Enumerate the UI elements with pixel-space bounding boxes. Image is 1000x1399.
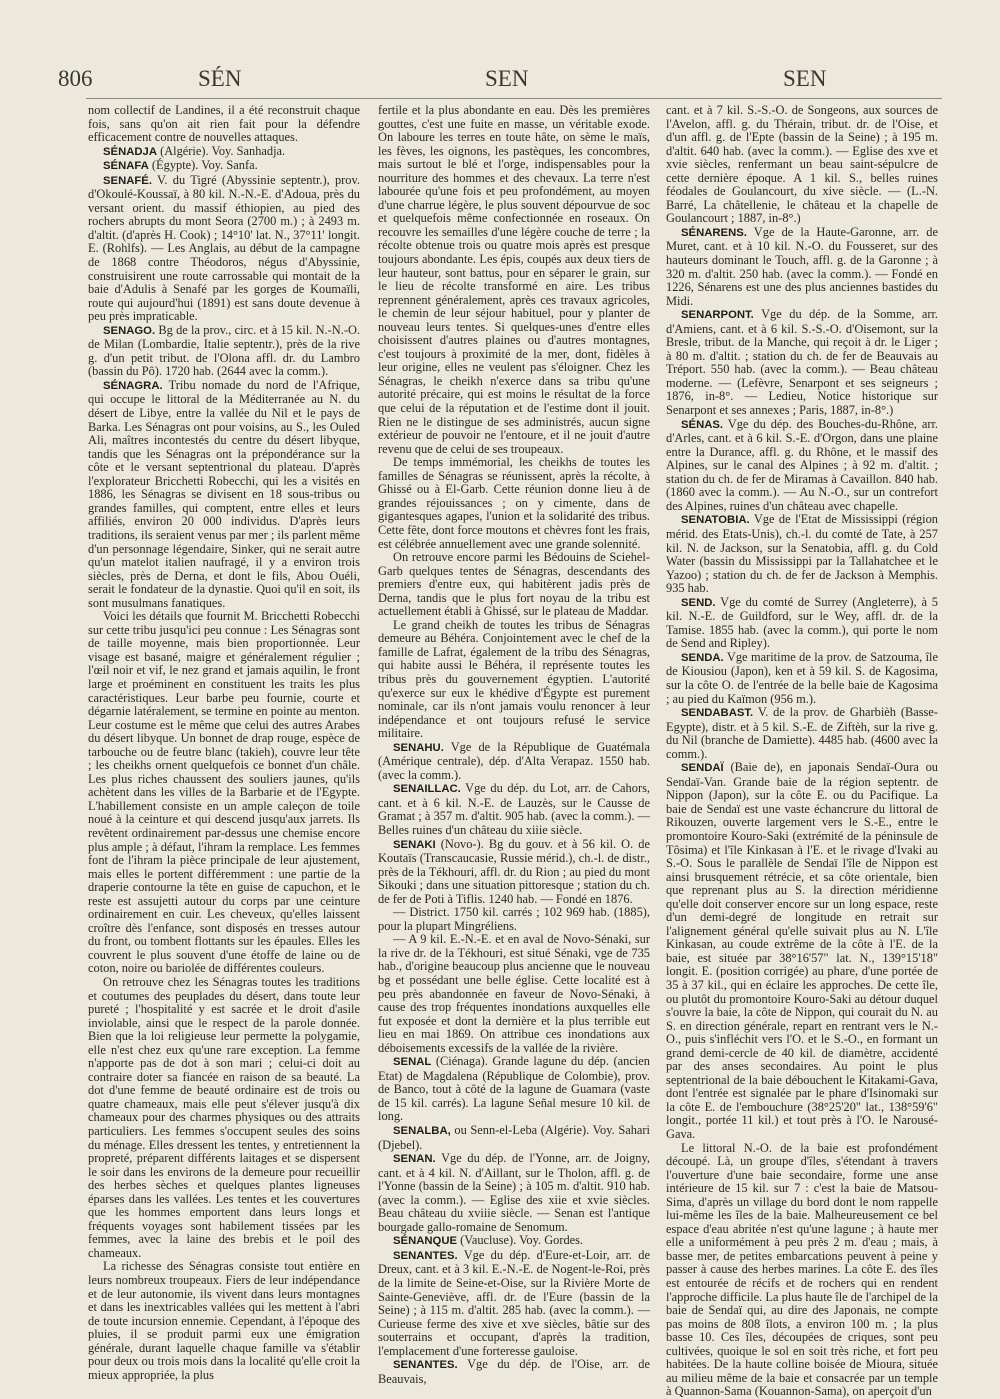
entry-body: ou Senn-el-Leba (Algérie). Voy. Sahari (Djebel). <box>378 1123 650 1152</box>
paragraph <box>378 551 650 619</box>
entry-headword: SENATOBIA. <box>681 514 750 527</box>
entry-body: Vge du dép. d'Eure-et-Loir, arr. de Dreux, cant. et à 3 kil. E.-N.-E. de Nogent-le-Roi, près de la limite de Seine-et-Oise, sur la Rivière Morte de Sainte-Geneviève, affl. dr. de l'Eure (bassin de la Seine) ; à 115 m. d'altit. 285 hab. (avec la comm.). — Curieuse ferme des xive et xve siècles, bâtie sur des souterrains et occupant, d'après la tradition, l'emplacement d'une forteresse gauloise. <box>378 1247 650 1358</box>
dictionary-entry <box>378 1249 650 1358</box>
entry-body: Tribu nomade du nord de l'Afrique, qui occupe le littoral de la Méditerranée au N. du désert de Libye, entre la vallée du Nil et le pays de Barka. Les Sénagras ont pour voisins, au S., les Ouled Ali, maîtres incontestés du centre du désert libyque, tandis que les Sénagras ont la prépondérance sur la côte et le versant septentrional du plateau. D'après l'explorateur Bricchetti Robecchi, qui les a visités en 1886, les Sénagras se divisent en 18 sous-tribus ou grandes familles, qui comptent, entre elles et leurs affiliés, environ 20 000 individus. D'après leurs traditions, ils seraient venus par mer ; ils parlent même d'un personnage légendaire, Sinker, qui ne serait autre qu'un matelot italien naufragé, il y a environ trois siècles, près de Derna, et dont le fils, Abou Ouéli, serait le fondateur de la dynastie. Quoi qu'il en soit, ils sont musulmans fanatiques. <box>88 377 360 610</box>
entry-body: Vge du dép. de l'Oise, arr. de Beauvais, <box>378 1357 650 1386</box>
paragraph-text: On retrouve chez les Sénagras toutes les traditions et coutumes des peuplades du désert, dans toute leur pureté ; l'hospitalité y est sacrée et le droit d'asile inviolable, ainsi que le respect de la parole donnée. Bien que la loi religieuse leur permette la polygamie, elle n'est chez eux qu'une rare exception. La femme n'apporte pas de dot à son mari ; celui-ci doit au contraire doter sa fiancée en raison de sa beauté. La dot d'une femme de beauté ordinaire est de trois ou quatre chameaux, mais elle peut s'élever jusqu'à dix chameaux pour des charmes physiques ou des attraits particuliers. Les femmes s'occupent seules des soins du ménage. Elles dressent les tentes, y entretiennent la propreté, préparent différents laitages et se dispersent le soir dans les environs de la demeure pour recueillir des herbes sèches et quelques plantes ligneuses éparses dans les vallées. Les tentes et les couvertures que les hommes emportent dans leurs longs et fréquents voyages sont habilement tissées par les femmes, avec la laine des brebis et le poil des chameaux. <box>88 975 360 1260</box>
running-head-right: SEN <box>783 66 827 91</box>
page-number: 806 <box>58 66 93 91</box>
paragraph-text: Le grand cheikh de toutes les tribus de Sénagras demeure au Béhéra. Conjointement avec le chef de la famille de Lafrat, également de la tribu des Sénagras, qui habite aussi le Béhéra, il représente toutes les tribus près du gouvernement égyptien. L'autorité qu'exerce sur eux le khédive d'Égypte est purement nominale, car ils n'ont jamais voulu renoncer à leur indépendance et ont toujours refusé le service militaire. <box>378 617 650 741</box>
text-column-right <box>666 103 938 1399</box>
entry-body: Vge du dép. des Bouches-du-Rhône, arr. d'Arles, cant. et à 6 kil. S.-E. d'Orgon, dans une plaine entre la Durance, affl. g. du Rhône, et le massif des Alpines, sur le canal des Alpines ; à 92 m. d'altit. ; station du ch. de fer de Miramas à Cavaillon. 840 hab. (1860 avec la comm.). — Au N.-O., sur un contrefort des Alpines, ruines d'un château avec chapelle. <box>666 416 938 513</box>
entry-body: Vge de la République de Guatémala (Amérique centrale), dép. d'Alta Verapaz. 1550 hab. (avec la comm.). <box>378 739 650 782</box>
paragraph-text: fertile et la plus abondante en eau. Dès les premières gouttes, c'est une fuite en masse, un véritable exode. On laboure les terres en toute hâte, on sème le maïs, les fèves, les oignons, les pastèques, les concombres, mais surtout le blé et l'orge, indispensables pour la nourriture des hommes et des chevaux. La terre n'est labourée qu'une fois et peu profondément, au moyen d'une charrue légère, le plus souvent dépourvue de soc et quelquefois même confectionnée en roseaux. On recouvre les semailles d'une légère couche de terre ; la récolte obtenue trois ou quatre mois après est presque toujours abondante. Les épis, coupés aux deux tiers de leur hauteur, sont battus, pour en séparer le grain, sur le lieu de récolte transformé en aire. Les tribus reprennent généralement, après ces travaux agricoles, le chemin de leur séjour habituel, pour y planter de nouveau leurs tentes. Si quelques-unes d'entre elles choisissent d'autres plaines ou d'autres montagnes, c'est toujours à proximité de la mer, dont, fidèles à leur origine, elles ne veulent pas s'éloigner. Chez les Sénagras, le cheikh n'exerce dans sa tribu qu'une autorité précaire, qui est moins le résultat de la force que celui de la réputation et de l'estime dont il jouit. Rien ne le distingue de ses administrés, aucun signe extérieur de pouvoir ne l'entoure, et il ne jouit d'autre revenu que de celui de ses troupeaux. <box>378 103 650 456</box>
dictionary-entry <box>378 1234 650 1249</box>
dictionary-entry <box>666 226 938 308</box>
entry-body: (Algérie). Voy. Sanhadja. <box>157 143 286 158</box>
dictionary-entry <box>378 838 650 907</box>
entry-headword: SENANTES. <box>393 1249 458 1262</box>
entry-body: V. de la prov. de Gharbièh (Basse-Egypte), distr. et à 5 kil. S.-E. de Ziftèh, sur la rive g. du Nil (branche de Damiette). 4485 hab. (4600 avec la comm.). <box>666 705 938 761</box>
entry-body: (Novo-). Bg du gouv. et à 56 kil. O. de Koutaïs (Transcaucasie, Russie mérid.), ch.-l. de distr., près de la Tékhouri, affl. dr. du Rion ; au pied du mont Sikouki ; dans une situation pittoresque ; station du ch. de fer de Poti à Tiflis. 1240 hab. — Fondé en 1876. <box>378 836 650 906</box>
dictionary-entry <box>378 1152 650 1234</box>
entry-body: (Ciénaga). Grande lagune du dép. (ancien Etat) de Magdalena (République de Colombie), prov. de Banco, tout à côté de la lagune de Guamara (vaste de 15 kil. carrés). La lagune Señal mesure 10 kil. de long. <box>378 1054 650 1124</box>
dictionary-entry <box>378 741 650 783</box>
entry-body: Vge du comté de Surrey (Angleterre), à 5 kil. N.-E. de Guildford, sur le Wey, affl. dr. de la Tamise. 1855 hab. (avec la comm.), qui porte le nom de Send and Ripley). <box>666 594 938 651</box>
dictionary-entry <box>88 174 360 324</box>
dictionary-entry <box>378 1055 650 1124</box>
paragraph <box>378 104 650 456</box>
entry-body: Vge du dép. de la Somme, arr. d'Amiens, cant. et à 6 kil. S.-S.-O. d'Oisemont, sur la Bresle, tribut. de la Manche, qui reçoit à dr. le Liger ; à 80 m. d'altit. ; station du ch. de fer de Beauvais au Tréport. 550 hab. (avec la comm.). — Beau château moderne. — (Lefèvre, Senarpont et ses seigneurs ; 1876, in-8°. — Ledieu, Notice historique sur Senarpont et ses annexes ; Paris, 1887, in-8°.) <box>666 307 938 418</box>
entry-headword: SENAKI <box>393 838 436 851</box>
entry-headword: SÉNAS. <box>681 418 724 431</box>
entry-headword: SENAN. <box>393 1153 436 1166</box>
entry-headword: SENAILLAC. <box>393 783 461 796</box>
dictionary-entry <box>666 513 938 595</box>
paragraph <box>666 104 938 226</box>
entry-body: V. du Tigré (Abyssinie septentr.), prov. d'Okoulé-Koussaï, à 80 kil. N.-N.-E. d'Adoua, près du versant orient. du massif éthiopien, au pied des rochers abrupts du mont Seora (2700 m.) ; à 2493 m. d'altit. (d'après H. Cook) ; 14°10' lat. N., 37°11' longit. E. (Rohlfs). — Les Anglais, au début de la campagne de 1868 contre Théodoros, négus d'Abyssinie, construisirent une route carrossable qui montait de la baie d'Adulis à Senafé par les gorges de Koumaïli, route qui aujourd'hui (1891) est sans doute devenue à peu près impraticable. <box>88 172 360 324</box>
running-head-left: SÉN <box>198 66 242 91</box>
dictionary-entry <box>666 651 938 706</box>
entry-headword: SÉNAFA <box>103 160 149 173</box>
paragraph <box>88 1260 360 1382</box>
dictionary-entry <box>378 1124 650 1152</box>
entry-headword: SÉNADJA <box>103 145 157 158</box>
paragraph-text: nom collectif de Landines, il a été reconstruit chaque fois, sans qu'on ait rien fait pour la défendre efficacement contre de nouvelles attaques. <box>88 103 360 145</box>
text-column-middle <box>378 103 650 1386</box>
entry-body: Vge du dép. du Lot, arr. de Cahors, cant. et à 6 kil. N.-E. de Lauzès, sur le Causse de Gramat ; à 357 m. d'altit. 905 hab. (avec la comm.). — Belles ruines d'un château du xiiie siècle. <box>378 781 650 837</box>
entry-body: (Vaucluse). Voy. Gordes. <box>457 1233 584 1248</box>
paragraph-text: La richesse des Sénagras consiste tout entière en leurs nombreux troupeaux. Fiers de leur indépendance et de leur autonomie, ils vivent dans leurs montagnes et dans les inextricables vallées qui les mettent à l'abri de toute incursion ennemie. Cependant, à l'époque des pluies, il se produit parmi eux une émigration générale, durant laquelle chaque famille va s'établir pour deux ou trois mois dans la localité qu'elle croit la mieux appropriée, la plus <box>88 1259 360 1382</box>
entry-headword: SENALBA, <box>393 1125 451 1138</box>
dictionary-entry <box>88 379 360 610</box>
entry-headword: SENAFÉ. <box>103 174 152 187</box>
paragraph-text: Le littoral N.-O. de la baie est profondément découpé. Là, un groupe d'îles, s'étendant à travers l'ouverture d'une baie secondaire, forme une anse intérieure de 15 kil. sur 7 : c'est la baie de Matsou-Sima, d'après un village du bord dont le nom rappelle lui-même les îles de la baie. Malheureusement ce bel espace d'eau abritée n'est qu'une lagune ; à haute mer elle a uniformément à peu près 2 m. d'eau ; mais, à basse mer, de petites embarcations peuvent à peine y passer à cause des herbes marines. La côte E. des îles est entourée de récifs et de rochers qui en rendent l'approche difficile. La plus haute île de l'archipel de la baie de Sendaï qui, au dire des Japonais, ne compte pas moins de 808 îlots, a environ 100 m. ; la plus basse 10. Ces îles, découpées de criques, sont peu cultivées, quoique le sol en soit très riche, et fort peu habitées. De la haute colline boisée de Mioura, située au milieu même de la baie et consacrée par un temple à Quannon-Sama (Kouannon-Sama), on aperçoit d'un <box>666 1140 938 1399</box>
entry-headword: SENANTES. <box>393 1359 458 1372</box>
entry-headword: SENAHU. <box>393 741 444 754</box>
paragraph-text: Voici les détails que fournit M. Bricchetti Robecchi sur cette tribu jusqu'ici peu connue : Les Sénagras sont de taille moyenne, mais bien proportionnée. Leur visage est basané, maigre et généralement régulier ; l'œil noir et vif, le nez grand et jamais aquilin, le front large et proéminent en constituent les traits les plus caractéristiques. Leur barbe peu fournie, courte et dégarnie latéralement, se termine en pointe au menton. Leur costume est le même que celui des autres Arabes du désert libyque. Un bonnet de drap rouge, espèce de tarbouche ou de feutre blanc (takieh), couvre leur tête ; les cheikhs ornent quelquefois ce bonnet d'un châle. Les plus riches chaussent des souliers jaunes, qu'ils achètent dans les villes de la Barbarie et de l'Egypte. L'habillement consiste en un ample caleçon de toile noué à la ceinture et qui descend jusqu'aux jarrets. Ils revêtent ordinairement par-dessus une chemise encore plus ample ; à défaut, l'ihram la remplace. Les femmes font de l'ihram la pièce principale de leur ajustement, mais elles le portent différemment : une partie de la draperie contourne la tête en guise de capuchon, et le reste est assujetti autour du corps par une ceinture ordinairement en cuir. Les cheveux, qu'elles laissent croître dès l'enfance, sont disposés en tresses autour du front, ou tombent flottants sur les épaules. Elles les couvrent le plus souvent d'une étoffe de laine ou de coton, noire ou bariolée de différentes couleurs. <box>88 609 360 976</box>
dictionary-entry <box>88 324 360 379</box>
paragraph-text: — District. 1750 kil. carrés ; 102 969 hab. (1885), pour la plupart Mingréliens. <box>378 905 650 933</box>
paragraph <box>378 906 650 933</box>
paragraph-text: On retrouve encore parmi les Bédouins de Sciehel-Garb quelques tentes de Sénagras, descendants des premiers d'entre eux, qui habitèrent jadis près de Derna, tandis que le plus fort noyau de la tribu est actuellement établi à Ghissé, sur le plateau de Maddar. <box>378 550 650 619</box>
paragraph <box>88 976 360 1260</box>
paragraph-text: — A 9 kil. E.-N.-E. et en aval de Novo-Sénaki, sur la rive dr. de la Tékhouri, est situé Sénaki, vge de 735 hab., d'origine beaucoup plus ancienne que le nouveau bg et possédant une belle église. Cette localité est à peu près abandonnée en faveur de Novo-Sénaki, à cause des trop fréquentes inondations auxquelles elle fut exposée et dont la dernière et la plus terrible eut lieu en mai 1869. On attribue ces inondations aux déboisements excessifs de la vallée de la rivière. <box>378 932 650 1055</box>
entry-headword: SÉNARENS. <box>681 226 747 239</box>
dictionary-entry <box>88 159 360 174</box>
paragraph-text: De temps immémorial, les cheikhs de toutes les familles de Sénagras se réunissent, après la récolte, à Ghissé ou à El-Garb. Cette réunion donne lieu à de grandes réjouissances ; on y cimente, dans de gigantesques agapes, l'union et la solidarité des tribus. Cette fête, dont force moutons et chèvres font les frais, est célébrée annuellement avec une grande solennité. <box>378 455 650 551</box>
entry-headword: SENDAÏ <box>681 762 724 775</box>
entry-headword: SÉNAGRA. <box>103 379 163 392</box>
dictionary-entry <box>378 782 650 837</box>
entry-headword: SENDABAST. <box>681 707 754 720</box>
entry-body: Vge de l'Etat de Mississippi (région mérid. des Etats-Unis), ch.-l. du comté de Tate, à 257 kil. N. de Jackson, sur la Senatobia, affl. g. du Cold Water (bassin du Mississippi par la Tallahatchee et le Yazoo) ; station du ch. de fer de Jackson à Memphis. 935 hab. <box>666 512 938 596</box>
entry-headword: SÉNANQUE <box>393 1235 458 1248</box>
paragraph <box>88 104 360 145</box>
entry-body: (Baie de), en japonais Sendaï-Oura ou Sendaï-Van. Grande baie de la région septentr. de Nippon (Japon), sur la côte E. ou du Pacifique. La baie de Sendaï est une vaste échancrure du littoral de Rikouzen, ouverte largement vers le S.-E., entre le promontoire Kouro-Saki (extrémité de la péninsule de Tôsima) et l'île Kinkasan à l'E. et le rivage d'Ivaki au S.-O. Sous le parallèle de Sendaï l'île de Nippon est ainsi brusquement rétrécie, et sa côte orientale, bien que reprenant plus au S. la direction méridienne qu'elle doit conserver encore sur un long espace, reste d'un demi-degré de longitude en retrait sur l'alignement général qu'elle suivait plus au N. L'île Kinkasan, au coude extrême de la côte à l'E. de la baie, est située par 38°16'57" lat. N., 139°15'18" longit. E. (position corrigée) au phare, d'une portée de 35 à 37 kil., qui en éclaire les approches. De cette île, ou plutôt du promontoire Kouro-Saki au détour duquel s'ouvre la baie, la côte de Nippon, qui courait du N. au S. en direction générale, repart en rentrant vers le N.-O., puis s'infléchit vers l'O. et le S.-O., en formant un grand demi-cercle de 40 kil. de diamètre, accidenté par des anses secondaires. Au point le plus septentrional de la baie débouchent le Kitakami-Gava, dont l'entrée est signalée par le phare d'Isinomaki sur la côte E. de l'embouchure (38°25'20" lat., 138°59'6" longit., portée 11 kil.) et tout près à l'O. le Narousé-Gava. <box>666 760 938 1142</box>
running-head-center: SEN <box>485 66 529 91</box>
dictionary-entry <box>666 418 938 514</box>
paragraph-text: cant. et à 7 kil. S.-S.-O. de Songeons, aux sources de l'Avelon, affl. g. du Thérain, tribut. dr. de l'Oise, et d'un affl. g. de l'Epte (bassin de la Seine) ; à 195 m. d'altit. 640 hab. (avec la comm.). — Eglise des xve et xvie siècles, renfermant un beau saint-sépulcre de cette dernière époque. A 1 kil. S., belles ruines féodales de Goulancourt, du xive siècle. — (L.-N. Barré, La châtellenie, le château et la chapelle de Goulancourt ; 1887, in-8°.) <box>666 103 938 226</box>
page-header <box>58 66 948 96</box>
entry-headword: SENDA. <box>681 651 724 664</box>
entry-body: (Égypte). Voy. Sanfa. <box>148 158 258 173</box>
dictionary-entry <box>666 761 938 1141</box>
entry-headword: SENAL <box>393 1056 432 1069</box>
dictionary-entry <box>666 596 938 651</box>
dictionary-entry <box>666 706 938 761</box>
paragraph <box>378 456 650 551</box>
entry-body: Vge de la Haute-Garonne, arr. de Muret, cant. et à 10 kil. N.-O. du Fousseret, sur des hauteurs dominant le Touch, affl. g. de la Garonne ; à 320 m. d'altit. 250 hab. (avec la comm.). — Fondé en 1226, Sénarens est une des plus anciennes bastides du Midi. <box>666 224 938 308</box>
paragraph <box>88 610 360 976</box>
dictionary-entry <box>378 1358 650 1386</box>
paragraph <box>666 1142 938 1399</box>
dictionary-entry <box>88 145 360 160</box>
paragraph <box>378 933 650 1055</box>
text-column-left <box>88 103 360 1382</box>
entry-headword: SEND. <box>681 596 716 609</box>
paragraph <box>378 619 650 741</box>
entry-headword: SENAGO. <box>103 324 156 337</box>
dictionary-entry <box>666 308 938 417</box>
header-rule <box>86 98 942 99</box>
entry-body: Vge maritime de la prov. de Satzouma, île de Kiousiou (Japon), ken et à 59 kil. S. de Kagosima, sur la côte O. de l'entrée de la belle baie de Kagosima ; au pied du Kaïmon (956 m.). <box>666 649 938 706</box>
entry-body: Bg de la prov., circ. et à 15 kil. N.-N.-O. de Milan (Lombardie, Italie septentr.), près de la rive g. d'un petit tribut. de l'Olona affl. dr. du Lambro (bassin du Pô). 1720 hab. (2644 avec la comm.). <box>88 322 360 379</box>
entry-headword: SENARPONT. <box>681 309 754 322</box>
entry-body: Vge du dép. de l'Yonne, arr. de Joigny, cant. et à 4 kil. N. d'Aillant, sur le Tholon, affl. g. de l'Yonne (bassin de la Seine) ; à 105 m. d'altit. 910 hab. (avec la comm.). — Eglise des xiie et xvie siècles. Beau château du xviiie siècle. — Senan est l'antique bourgade gallo-romaine de Senomum. <box>378 1151 650 1234</box>
